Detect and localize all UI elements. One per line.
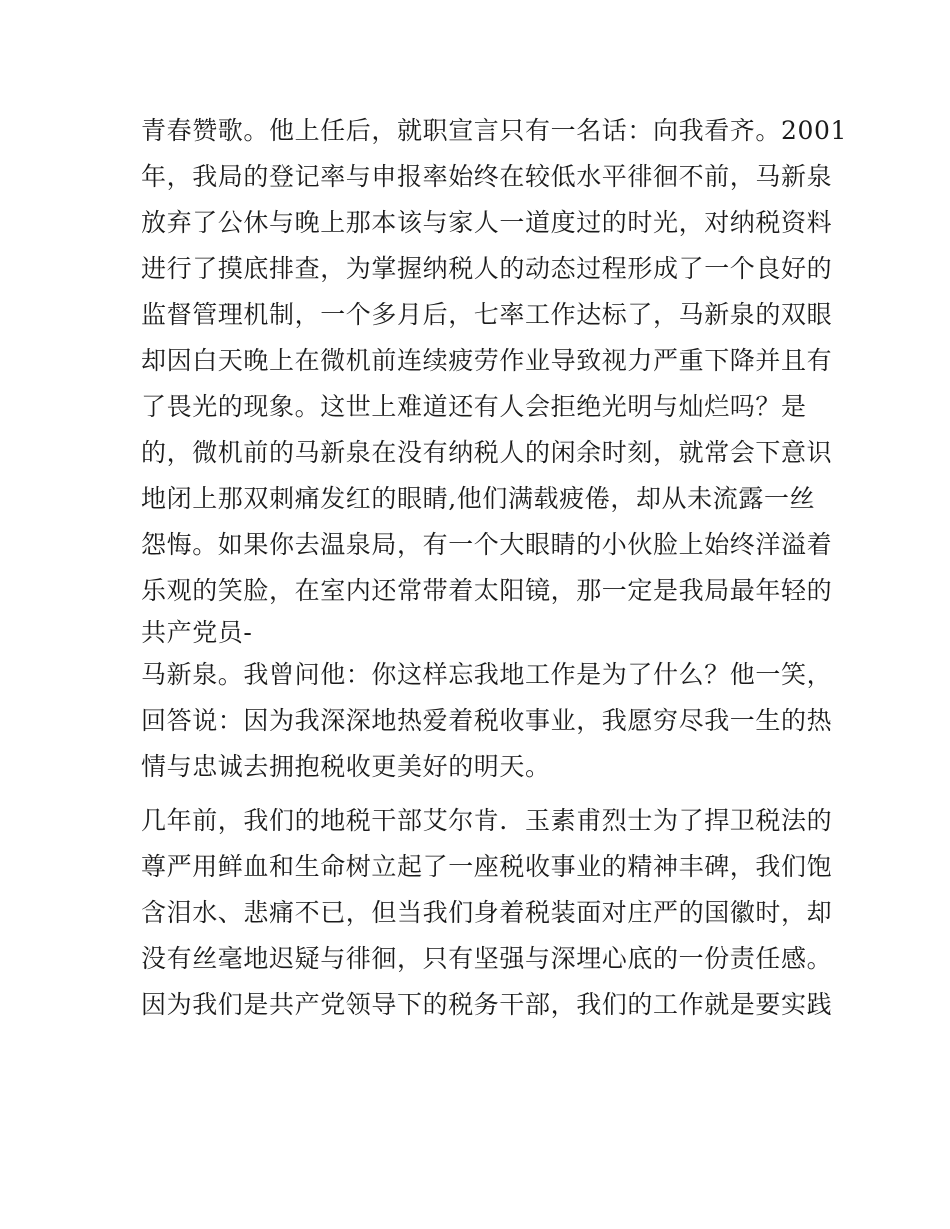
- text-line: 共产党员-: [141, 618, 253, 647]
- text-line: 马新泉。我曾问他：你这样忘我地工作是为了什么？他一笑，: [141, 660, 833, 689]
- text-line: 含泪水、悲痛不已，但当我们身着税装面对庄严的国徽时，却: [141, 898, 833, 927]
- text-line: 进行了摸底排查，为掌握纳税人的动态过程形成了一个良好的: [141, 254, 833, 283]
- text-line: 的，微机前的马新泉在没有纳税人的闲余时刻，就常会下意识: [141, 438, 833, 467]
- text-line: 了畏光的现象。这世上难道还有人会拒绝光明与灿烂吗？是: [141, 392, 807, 421]
- text-line: 怨悔。如果你去温泉局，有一个大眼睛的小伙脸上始终洋溢着: [141, 530, 833, 559]
- text-line: 回答说：因为我深深地热爱着税收事业，我愿穷尽我一生的热: [141, 706, 833, 735]
- text-line: 几年前，我们的地税干部艾尔肯．玉素甫烈士为了捍卫税法的: [141, 806, 833, 835]
- text-line: 地闭上那双刺痛发红的眼睛,他们满载疲倦，却从未流露一丝: [141, 484, 816, 513]
- text-line: 因为我们是共产党领导下的税务干部，我们的工作就是要实践: [141, 990, 833, 1019]
- text-line: 青春赞歌。他上任后，就职宣言只有一名话：向我看齐。2001: [141, 116, 848, 145]
- text-line: 监督管理机制，一个多月后，七率工作达标了，马新泉的双眼: [141, 300, 833, 329]
- text-line: 没有丝毫地迟疑与徘徊，只有坚强与深埋心底的一份责任感。: [141, 944, 833, 973]
- text-line: 乐观的笑脸，在室内还常带着太阳镜，那一定是我局最年轻的: [141, 576, 833, 605]
- text-line: 尊严用鲜血和生命树立起了一座税收事业的精神丰碑，我们饱: [141, 852, 833, 881]
- text-line: 放弃了公休与晚上那本该与家人一道度过的时光，对纳税资料: [141, 208, 833, 237]
- text-line: 年，我局的登记率与申报率始终在较低水平徘徊不前，马新泉: [141, 162, 833, 191]
- paragraph-gap: [141, 790, 821, 798]
- body-text: [141, 108, 848, 1028]
- text-line: 情与忠诚去拥抱税收更美好的明天。: [141, 752, 551, 781]
- text-line: 却因白天晚上在微机前连续疲劳作业导致视力严重下降并且有: [141, 346, 833, 375]
